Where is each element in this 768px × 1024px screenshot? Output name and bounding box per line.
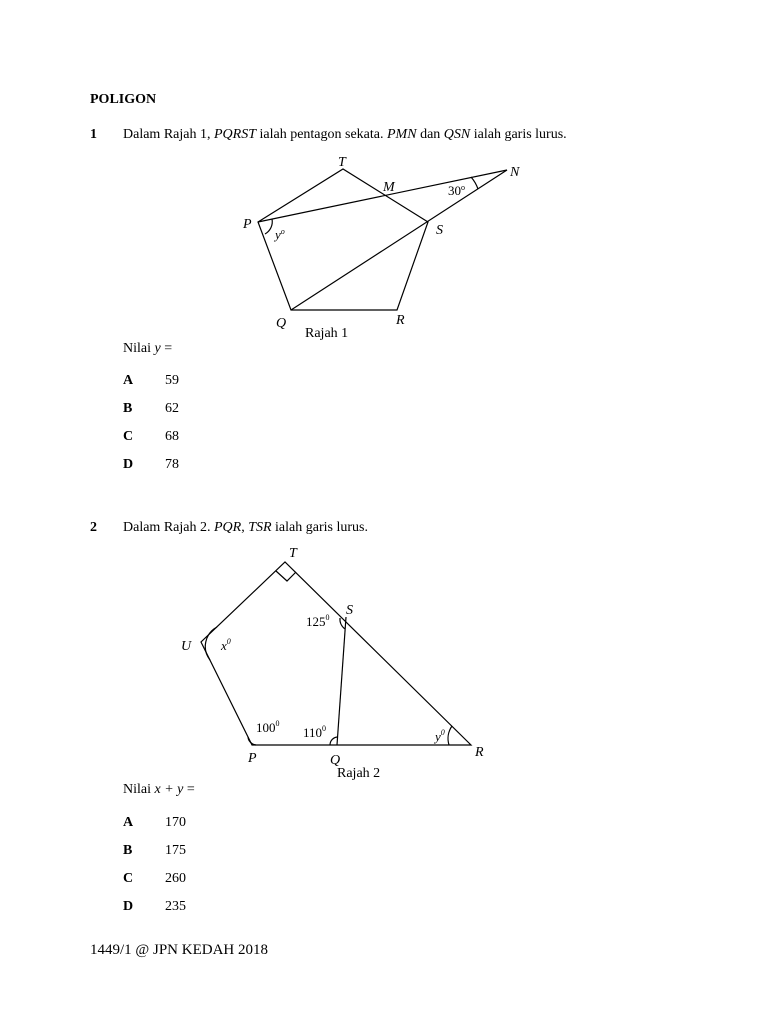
q2-text-tsr: TSR xyxy=(248,520,272,535)
q1-prompt-part: = xyxy=(160,341,173,356)
q2-option-a-value[interactable]: 170 xyxy=(165,815,186,830)
label-s: S xyxy=(346,603,353,618)
q1-option-c-value[interactable]: 68 xyxy=(165,429,179,444)
angle-u-degree: 0 xyxy=(226,637,231,646)
angle-q-degree: 0 xyxy=(322,724,327,733)
angle-q-label xyxy=(303,724,326,740)
angle-p-degree: o xyxy=(280,227,285,236)
q1-option-b-value[interactable]: 62 xyxy=(165,401,179,416)
angle-arc-u xyxy=(205,627,217,660)
label-p: P xyxy=(243,217,252,232)
outline-polygon xyxy=(201,562,471,745)
question-1-number: 1 xyxy=(90,127,97,142)
q1-option-a-letter[interactable]: A xyxy=(123,373,134,388)
q2-option-c-letter[interactable]: C xyxy=(123,871,134,886)
q1-text-qsn: QSN xyxy=(443,127,471,142)
angle-s-degree: 0 xyxy=(325,613,330,622)
angle-q-value: 110 xyxy=(303,725,323,740)
q2-option-b-letter[interactable]: B xyxy=(123,843,133,858)
label-s: S xyxy=(436,223,443,238)
angle-r-degree: 0 xyxy=(440,728,445,737)
label-p: P xyxy=(248,751,257,766)
page-heading: POLIGON xyxy=(90,92,157,107)
angle-p-degree: 0 xyxy=(275,719,280,728)
angle-r-label xyxy=(433,728,445,744)
angle-s-label xyxy=(306,613,330,629)
q2-prompt-part: Nilai xyxy=(123,782,155,797)
label-q: Q xyxy=(276,316,287,331)
angle-n-degree: o xyxy=(461,183,465,192)
q2-option-b-value[interactable]: 175 xyxy=(165,843,186,858)
label-r: R xyxy=(475,745,484,760)
figure-1-caption: Rajah 1 xyxy=(305,326,349,341)
q1-option-b-letter[interactable]: B xyxy=(123,401,133,416)
q1-text-part: dan xyxy=(416,127,444,142)
angle-r-value: y xyxy=(435,729,441,744)
q1-text-pqrst: PQRST xyxy=(213,127,256,142)
label-m: M xyxy=(383,180,395,195)
q2-option-d-value[interactable]: 235 xyxy=(165,899,186,914)
q1-option-a-value[interactable]: 59 xyxy=(165,373,179,388)
angle-s-value: 125 xyxy=(306,614,326,629)
q1-prompt-part: Nilai xyxy=(123,341,155,356)
angle-p-label xyxy=(256,719,280,735)
q2-option-a-letter[interactable]: A xyxy=(123,815,134,830)
q1-prompt-variable: y xyxy=(154,341,161,356)
q1-text-part: ialah garis lurus. xyxy=(470,127,567,142)
q1-option-d-value[interactable]: 78 xyxy=(165,457,179,472)
angle-u-value: x xyxy=(221,638,227,653)
q1-text-pmn: PMN xyxy=(387,127,417,142)
label-t: T xyxy=(338,155,346,170)
label-n: N xyxy=(510,165,520,180)
q2-prompt-variable: x + y xyxy=(154,782,184,797)
question-2-number: 2 xyxy=(90,520,97,535)
line-sq xyxy=(337,617,346,745)
angle-arc-r xyxy=(448,726,452,745)
figure-2-caption: Rajah 2 xyxy=(337,766,381,781)
angle-p-value: 100 xyxy=(256,720,276,735)
q2-option-d-letter[interactable]: D xyxy=(123,899,134,914)
label-t: T xyxy=(289,546,297,561)
q2-option-c-value[interactable]: 260 xyxy=(165,871,186,886)
angle-n-value: 30 xyxy=(448,183,461,198)
right-angle-marker-t xyxy=(276,571,296,581)
label-u: U xyxy=(181,639,192,654)
label-r: R xyxy=(396,313,405,328)
q1-text-part: Dalam Rajah 1, xyxy=(123,127,214,142)
q2-text-part: Dalam Rajah 2. xyxy=(123,520,214,535)
q2-prompt-part: = xyxy=(183,782,195,797)
q1-text-part: ialah pentagon sekata. xyxy=(255,127,387,142)
label-q: Q xyxy=(330,753,341,768)
q2-text-pqr: PQR xyxy=(213,520,242,535)
angle-p-value: y xyxy=(275,227,281,242)
q1-option-d-letter[interactable]: D xyxy=(123,457,134,472)
angle-u-label xyxy=(220,637,231,653)
page-footer: 1449/1 @ JPN KEDAH 2018 xyxy=(90,942,268,958)
q2-text-part: ialah garis lurus. xyxy=(271,520,368,535)
q2-text-part: , xyxy=(241,520,249,535)
question-2-prompt xyxy=(123,782,195,798)
q1-option-c-letter[interactable]: C xyxy=(123,429,134,444)
